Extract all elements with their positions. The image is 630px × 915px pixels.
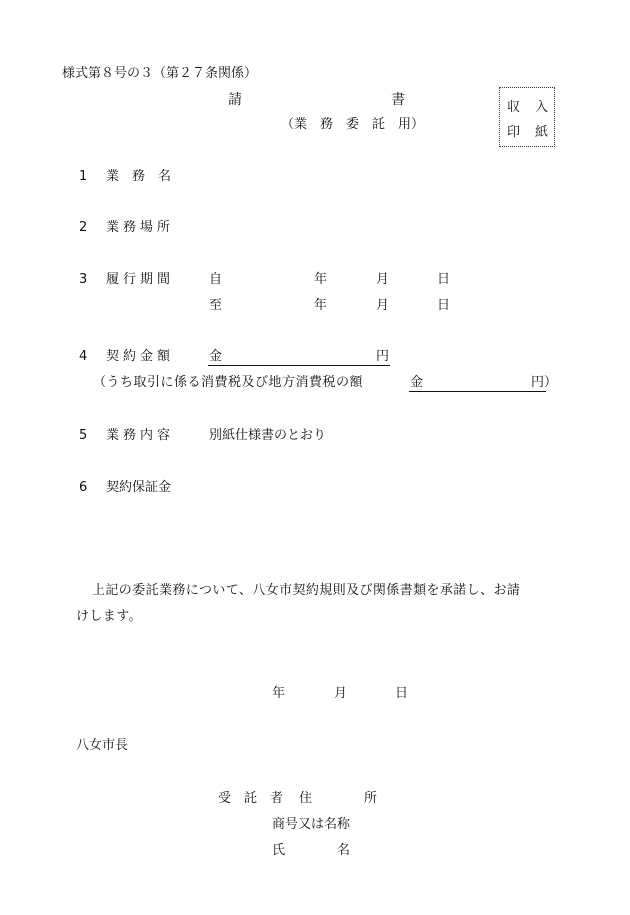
item-1-number: 1	[79, 169, 88, 184]
item-5-value: 別紙仕様書のとおり	[209, 428, 327, 443]
item-3-label: 履行期間	[106, 272, 175, 287]
amount-yen: 円	[376, 349, 390, 364]
addressee: 八女市長	[76, 738, 129, 753]
form-number: 様式第８号の３（第２７条関係）	[62, 66, 258, 81]
tax-amount-kin: 金	[410, 375, 424, 390]
item-2-number: 2	[79, 220, 88, 235]
item-6-label: 契約保証金	[106, 480, 172, 495]
item-4-label: 契約金額	[106, 349, 175, 364]
signer-address-label: 住 所	[299, 791, 378, 806]
date-month: 月	[334, 686, 348, 701]
stamp-char: 印	[507, 125, 521, 140]
signer-role: 受 託 者	[218, 791, 284, 806]
item-1-label: 業 務 名	[106, 169, 172, 184]
date-day: 日	[395, 686, 409, 701]
period-to-year: 年	[314, 298, 328, 313]
period-from-day: 日	[437, 272, 451, 287]
document-subtitle: （業 務 委 託 用）	[281, 117, 425, 132]
title-char-right: 書	[391, 92, 405, 108]
signer-company-label: 商号又は名称	[272, 817, 351, 832]
tax-amount-yen: 円）	[531, 375, 558, 390]
stamp-char: 入	[535, 100, 549, 115]
stamp-char: 紙	[535, 125, 549, 140]
item-3-number: 3	[79, 272, 88, 287]
amount-underline	[208, 365, 390, 366]
signer-name-label: 氏 名	[272, 843, 351, 858]
body-text-line-2: けします。	[76, 609, 142, 624]
item-5-number: 5	[79, 428, 88, 443]
period-to-month: 月	[376, 298, 390, 313]
tax-amount-prefix: （うち取引に係る消費税及び地方消費税の額	[93, 375, 364, 390]
item-6-number: 6	[79, 480, 88, 495]
revenue-stamp-box	[499, 87, 555, 147]
period-from-month: 月	[376, 272, 390, 287]
title-char-left: 請	[228, 92, 242, 108]
item-5-label: 業務内容	[106, 428, 175, 443]
item-2-label: 業務場所	[106, 220, 175, 235]
period-to-day: 日	[437, 298, 451, 313]
stamp-char: 収	[507, 100, 521, 115]
item-4-number: 4	[79, 349, 88, 364]
period-to-label: 至	[209, 298, 223, 313]
amount-kin: 金	[209, 349, 223, 364]
date-year: 年	[272, 686, 286, 701]
tax-amount-underline	[409, 391, 546, 392]
period-from-year: 年	[314, 272, 328, 287]
body-text-line-1: 上記の委託業務について、八女市契約規則及び関係書類を承諾し、お請	[92, 583, 521, 598]
period-from-label: 自	[209, 272, 223, 287]
